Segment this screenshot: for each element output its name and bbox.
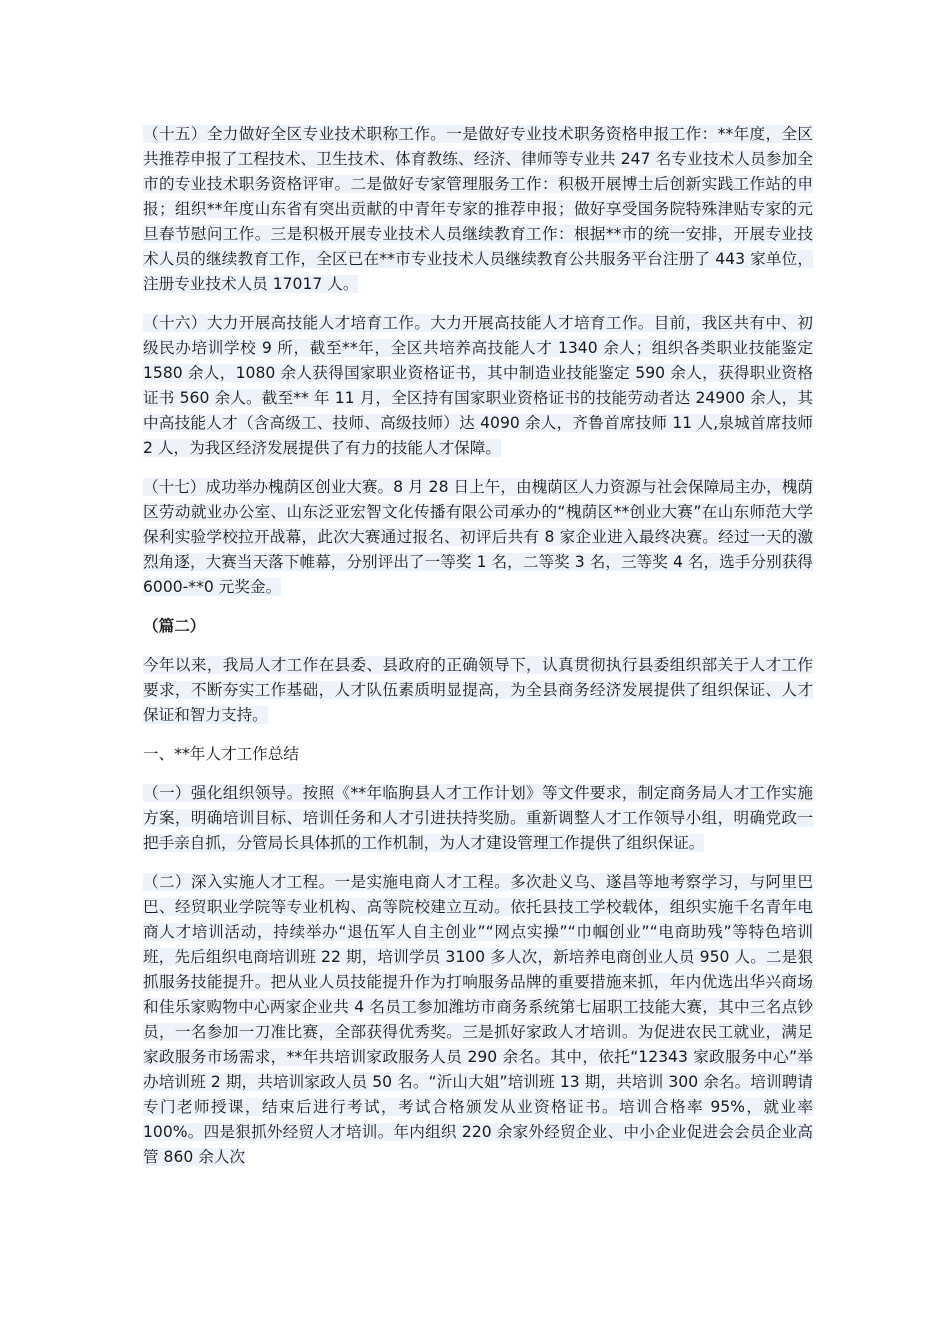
paragraph-part-2 (143, 870, 813, 1170)
paragraph-16-text: （十六）大力开展高技能人才培育工作。大力开展高技能人才培育工作。目前，我区共有中、初级民办培训学校 9 所，截至**年，全区共培养高技能人才 1340 余人；组织各类职业技能鉴定 1580 余人，1080 余人获得国家职业资格证书，其中制造业技能鉴定 590 余人，获得职业资格证书 560 余人。截至** 年 11 月，全区持有国家职业资格证书的技能劳动者达 24900 余人，其中高技能人才（含高级工、技师、高级技师）达 4090 余人，齐鲁首席技师 11 人,泉城首席技师 2 人，为我区经济发展提供了有力的技能人才保障。 (143, 314, 813, 457)
section-heading-text: （篇二） (143, 617, 206, 635)
intro-paragraph (143, 653, 813, 728)
paragraph-16 (143, 311, 813, 461)
section-heading (143, 614, 813, 639)
paragraph-17 (143, 475, 813, 600)
document-page (143, 122, 813, 1184)
intro-text: 今年以来，我局人才工作在县委、县政府的正确领导下，认真贯彻执行县委组织部关于人才工作要求，不断夯实工作基础，人才队伍素质明显提高，为全县商务经济发展提供了组织保证、人才保证和智力支持。 (143, 656, 813, 724)
subheading: 一、**年人才工作总结 (143, 745, 299, 763)
paragraph-part-2-text: （二）深入实施人才工程。一是实施电商人才工程。多次赴义乌、遂昌等地考察学习，与阿里巴巴、经贸职业学院等专业机构、高等院校建立互动。依托县技工学校载体，组织实施千名青年电商人才培训活动，持续举办“退伍军人自主创业”“网点实操”“巾帼创业”“电商助残”等特色培训班，先后组织电商培训班 22 期，培训学员 3100 多人次，新培养电商创业人员 950 人。二是狠抓服务技能提升。把从业人员技能提升作为打响服务品牌的重要措施来抓，年内优选出华兴商场和佳乐家购物中心两家企业共 4 名员工参加潍坊市商务系统第七届职工技能大赛，其中三名点钞员，一名参加一刀准比赛，全部获得优秀奖。三是抓好家政人才培训。为促进农民工就业，满足家政服务市场需求，**年共培训家政服务人员 290 余名。其中，依托“12343 家政服务中心”举办培训班 2 期，共培训家政人员 50 名。“沂山大姐”培训班 13 期，共培训 300 余名。培训聘请专门老师授课，结束后进行考试，考试合格颁发从业资格证书。培训合格率 95%，就业率 100%。四是狠抓外经贸人才培训。年内组织 220 余家外经贸企业、中小企业促进会会员企业高管 860 余人次 (143, 873, 813, 1166)
paragraph-15 (143, 122, 813, 297)
paragraph-17-text: （十七）成功举办槐荫区创业大赛。8 月 28 日上午，由槐荫区人力资源与社会保障局主办，槐荫区劳动就业办公室、山东泛亚宏智文化传播有限公司承办的“槐荫区**创业大赛”在山东师范大学保利实验学校拉开战幕，此次大赛通过报名、初评后共有 8 家企业进入最终决赛。经过一天的激烈角逐，大赛当天落下帷幕，分别评出了一等奖 1 名，二等奖 3 名，三等奖 4 名，选手分别获得 6000-**0 元奖金。 (143, 478, 813, 596)
paragraph-part-1-text: （一）强化组织领导。按照《**年临朐县人才工作计划》等文件要求，制定商务局人才工作实施方案，明确培训目标、培训任务和人才引进扶持奖励。重新调整人才工作领导小组，明确党政一把手亲自抓，分管局长具体抓的工作机制，为人才建设管理工作提供了组织保证。 (143, 784, 813, 852)
paragraph-15-text: （十五）全力做好全区专业技术职称工作。一是做好专业技术职务资格申报工作：**年度，全区共推荐申报了工程技术、卫生技术、体育教练、经济、律师等专业共 247 名专业技术人员参加全市的专业技术职务资格评审。二是做好专家管理服务工作：积极开展博士后创新实践工作站的申报；组织**年度山东省有突出贡献的中青年专家的推荐申报；做好享受国务院特殊津贴专家的元旦春节慰问工作。三是积极开展专业技术人员继续教育工作：根据**市的统一安排，开展专业技术人员的继续教育工作，全区已在**市专业技术人员继续教育公共服务平台注册了 443 家单位，注册专业技术人员 17017 人。 (143, 125, 813, 293)
paragraph-part-1 (143, 781, 813, 856)
